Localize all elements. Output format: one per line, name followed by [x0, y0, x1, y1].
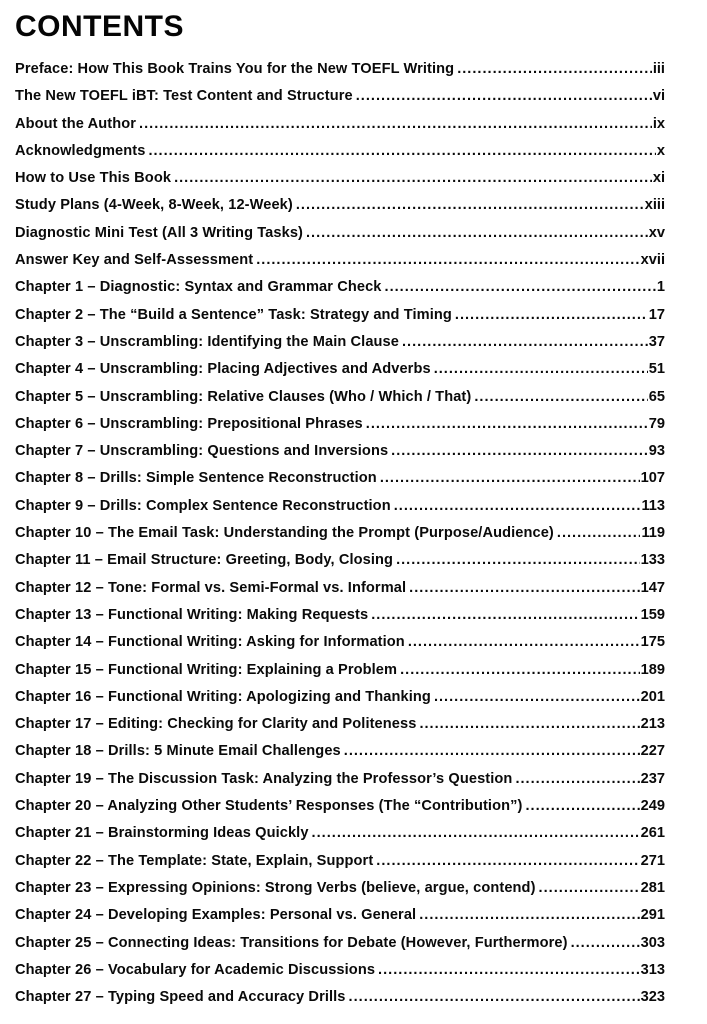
toc-entry-title: Chapter 14 – Functional Writing: Asking for Information [15, 634, 405, 651]
toc-entry [15, 493, 665, 520]
toc-entry-page-number: 237 [640, 770, 665, 787]
toc-entry-title: Chapter 22 – The Template: State, Explain, Support [15, 852, 374, 869]
toc-entry-title: Chapter 20 – Analyzing Other Students’ Responses (The “Contribution”) [15, 798, 523, 815]
dot-leader [296, 192, 644, 219]
toc-entry-page-number: 51 [648, 361, 665, 378]
toc-entry-page-number: xvii [640, 252, 665, 269]
toc-entry [15, 575, 665, 602]
dot-leader [434, 356, 648, 383]
toc-entry-title: Chapter 2 – The “Build a Sentence” Task: Strategy and Timing [15, 306, 452, 323]
toc-entry-page-number: 303 [640, 934, 665, 951]
toc-entry [15, 302, 665, 329]
toc-entry-title: How to Use This Book [15, 170, 172, 187]
toc-entry [15, 711, 665, 738]
toc-entry-title: Chapter 24 – Developing Examples: Personal vs. General [15, 907, 417, 924]
dot-leader [515, 766, 639, 793]
toc-entry [15, 56, 665, 83]
toc-entry-title: Chapter 1 – Diagnostic: Syntax and Grammar Check [15, 279, 382, 296]
dot-leader [539, 875, 640, 902]
toc-entry-title: Chapter 13 – Functional Writing: Making Requests [15, 606, 369, 623]
toc-entry-page-number: 271 [640, 852, 665, 869]
toc-entry-page-number: 323 [640, 989, 665, 1006]
toc-entry-page-number: iii [652, 61, 665, 77]
toc-entry-page-number: vi [652, 88, 665, 105]
toc-entry-title: Diagnostic Mini Test (All 3 Writing Tasks) [15, 224, 303, 241]
toc-entry [15, 274, 665, 301]
dot-leader [457, 56, 652, 83]
dot-leader [419, 711, 639, 738]
dot-leader [344, 738, 640, 765]
toc-entry-page-number: 17 [648, 306, 665, 323]
toc-entry-title: Chapter 11 – Email Structure: Greeting, Body, Closing [15, 552, 394, 569]
dot-leader [396, 547, 640, 574]
toc-entry [15, 247, 665, 274]
toc-entry [15, 738, 665, 765]
toc-entry [15, 602, 665, 629]
toc-entry-title: Study Plans (4-Week, 8-Week, 12-Week) [15, 197, 293, 214]
toc-entry-title: The New TOEFL iBT: Test Content and Structure [15, 88, 353, 105]
dot-leader [349, 984, 640, 1011]
toc-entry-page-number: 201 [640, 688, 665, 705]
toc-entry-title: Chapter 3 – Unscrambling: Identifying the Main Clause [15, 333, 399, 350]
dot-leader [571, 930, 640, 957]
dot-leader [380, 465, 640, 492]
dot-leader [525, 793, 639, 820]
toc-entry-title: Chapter 18 – Drills: 5 Minute Email Challenges [15, 743, 341, 760]
dot-leader [409, 575, 639, 602]
toc-entry [15, 848, 665, 875]
toc-entry [15, 111, 665, 138]
toc-entry-title: About the Author [15, 115, 137, 132]
dot-leader [402, 329, 648, 356]
dot-leader [306, 220, 648, 247]
toc-entry [15, 438, 665, 465]
toc-entry-title: Chapter 4 – Unscrambling: Placing Adjectives and Adverbs [15, 361, 431, 378]
dot-leader [256, 247, 639, 274]
toc-entry-page-number: 79 [648, 415, 665, 432]
toc-entry-page-number: 65 [648, 388, 665, 405]
toc-entry-title: Chapter 19 – The Discussion Task: Analyzing the Professor’s Question [15, 770, 513, 787]
toc-entry-title: Chapter 9 – Drills: Complex Sentence Reconstruction [15, 497, 391, 514]
toc-entry-title: Chapter 17 – Editing: Checking for Clarity and Politeness [15, 716, 417, 733]
toc-entry-title: Acknowledgments [15, 142, 146, 159]
toc-entry-page-number: 159 [640, 606, 665, 623]
toc-entry-page-number: 189 [640, 661, 665, 678]
toc-entry-page-number: 1 [656, 279, 665, 296]
toc-entry-page-number: 227 [640, 743, 665, 760]
toc-entry-page-number: 107 [640, 470, 665, 487]
toc-entry-title: Answer Key and Self-Assessment [15, 252, 254, 269]
dot-leader [356, 83, 652, 110]
toc-entry-title: Chapter 6 – Unscrambling: Prepositional Phrases [15, 415, 363, 432]
toc-entry-page-number: 261 [640, 825, 665, 842]
toc-entry [15, 356, 665, 383]
toc-entry-page-number: 147 [640, 579, 665, 596]
dot-leader [394, 493, 641, 520]
toc-entry-title: Preface: How This Book Trains You for the New TOEFL Writing [15, 61, 455, 77]
toc-entry-page-number: x [656, 142, 665, 159]
toc-entry [15, 138, 665, 165]
page-title: CONTENTS [15, 10, 184, 43]
toc-entry-page-number: 313 [640, 961, 665, 978]
toc-entry-title: Chapter 8 – Drills: Simple Sentence Reconstruction [15, 470, 377, 487]
dot-leader [474, 384, 647, 411]
toc-entry-title: Chapter 16 – Functional Writing: Apologizing and Thanking [15, 688, 431, 705]
dot-leader [557, 520, 641, 547]
toc-entry [15, 220, 665, 247]
toc-entry [15, 657, 665, 684]
toc-list [15, 56, 665, 1011]
toc-entry-page-number: 281 [640, 879, 665, 896]
toc-entry [15, 902, 665, 929]
toc-entry [15, 192, 665, 219]
toc-entry [15, 684, 665, 711]
toc-entry [15, 329, 665, 356]
toc-entry [15, 984, 665, 1011]
toc-entry-title: Chapter 15 – Functional Writing: Explaining a Problem [15, 661, 398, 678]
dot-leader [419, 902, 639, 929]
toc-entry [15, 465, 665, 492]
dot-leader [174, 165, 652, 192]
toc-entry [15, 384, 665, 411]
toc-entry-page-number: 37 [648, 333, 665, 350]
toc-entry [15, 766, 665, 793]
dot-leader [366, 411, 648, 438]
toc-entry [15, 83, 665, 110]
toc-entry [15, 957, 665, 984]
toc-entry-title: Chapter 12 – Tone: Formal vs. Semi-Formal vs. Informal [15, 579, 407, 596]
toc-entry-page-number: 175 [640, 634, 665, 651]
toc-entry [15, 793, 665, 820]
toc-entry-title: Chapter 21 – Brainstorming Ideas Quickly [15, 825, 309, 842]
toc-entry [15, 547, 665, 574]
toc-entry-page-number: 133 [640, 552, 665, 569]
dot-leader [376, 848, 639, 875]
dot-leader [312, 820, 640, 847]
toc-entry-title: Chapter 27 – Typing Speed and Accuracy Drills [15, 989, 346, 1006]
toc-entry [15, 629, 665, 656]
toc-entry-page-number: 213 [640, 716, 665, 733]
dot-leader [371, 602, 639, 629]
toc-entry [15, 820, 665, 847]
toc-entry-page-number: ix [652, 115, 665, 132]
toc-entry [15, 411, 665, 438]
toc-entry-page-number: 249 [640, 798, 665, 815]
dot-leader [408, 629, 640, 656]
toc-entry-page-number: 93 [648, 443, 665, 460]
dot-leader [148, 138, 655, 165]
toc-entry-title: Chapter 5 – Unscrambling: Relative Clauses (Who / Which / That) [15, 388, 472, 405]
dot-leader [391, 438, 648, 465]
dot-leader [400, 657, 640, 684]
toc-entry-title: Chapter 25 – Connecting Ideas: Transitions for Debate (However, Furthermore) [15, 934, 568, 951]
toc-entry-title: Chapter 7 – Unscrambling: Questions and Inversions [15, 443, 389, 460]
toc-entry-page-number: xiii [644, 197, 665, 214]
toc-entry-page-number: xi [652, 170, 665, 187]
toc-entry [15, 165, 665, 192]
toc-entry [15, 930, 665, 957]
toc-entry-title: Chapter 10 – The Email Task: Understanding the Prompt (Purpose/Audience) [15, 525, 554, 542]
toc-entry-page-number: 113 [641, 497, 665, 514]
toc-entry [15, 875, 665, 902]
dot-leader [385, 274, 656, 301]
toc-entry-page-number: 119 [641, 525, 665, 542]
toc-entry-title: Chapter 26 – Vocabulary for Academic Discussions [15, 961, 376, 978]
toc-entry [15, 520, 665, 547]
dot-leader [434, 684, 640, 711]
dot-leader [378, 957, 640, 984]
toc-entry-page-number: 291 [640, 907, 665, 924]
dot-leader [139, 111, 652, 138]
toc-entry-page-number: xv [648, 224, 665, 241]
toc-entry-title: Chapter 23 – Expressing Opinions: Strong Verbs (believe, argue, contend) [15, 879, 536, 896]
dot-leader [455, 302, 648, 329]
